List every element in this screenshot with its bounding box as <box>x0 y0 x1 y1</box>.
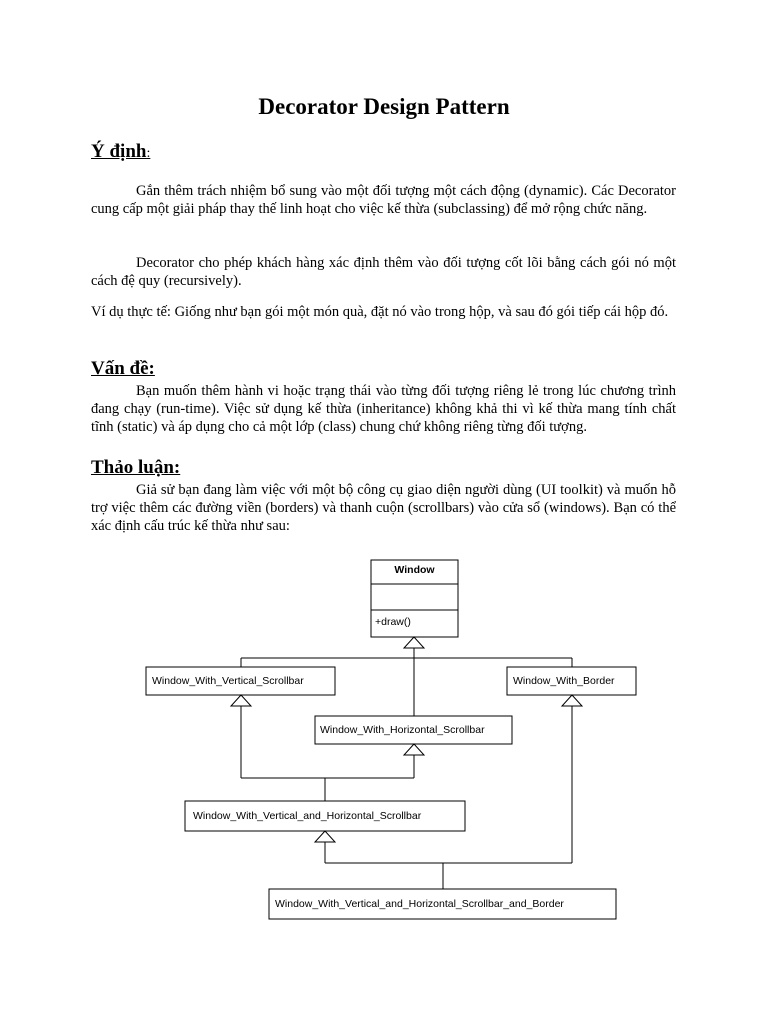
page-title: Decorator Design Pattern <box>258 94 510 119</box>
inheritance-arrow <box>404 637 424 648</box>
paragraph: Decorator cho phép khách hàng xác định thêm vào đối tượng cốt lõi bằng cách gói nó một cách đệ quy (recursively). <box>91 255 676 289</box>
class-name-vert-horiz-border: Window_With_Vertical_and_Horizontal_Scrollbar_and_Border <box>275 898 564 910</box>
class-name-border: Window_With_Border <box>513 675 615 687</box>
class-name-horizontal: Window_With_Horizontal_Scrollbar <box>320 724 485 736</box>
inheritance-arrow <box>562 695 582 706</box>
inheritance-arrow <box>315 831 335 842</box>
inheritance-arrow <box>231 695 251 706</box>
inheritance-arrow <box>404 744 424 755</box>
paragraph: Ví dụ thực tế: Giống như bạn gói một món quà, đặt nó vào trong hộp, và sau đó gói tiếp cái hộp đó. <box>91 304 669 320</box>
heading-text: Ý định <box>91 141 147 162</box>
paragraph: Bạn muốn thêm hành vi hoặc trạng thái vào từng đối tượng riêng lẻ trong lúc chương trình đang chạy (run-time). Việc sử dụng kế thừa (inheritance) không khả thi vì kế thừa mang tính chất tĩnh (static) và áp dụng cho cả một lớp (class) chung chứ không riêng từng đối tượng. <box>91 383 676 435</box>
class-name-vertical: Window_With_Vertical_Scrollbar <box>152 675 304 687</box>
section-heading-discussion: Thảo luận: <box>91 457 181 478</box>
paragraph: Gắn thêm trách nhiệm bổ sung vào một đối tượng một cách động (dynamic). Các Decorator cung cấp một giải pháp thay thế linh hoạt cho việc kế thừa (subclassing) để mở rộng chức năng. <box>91 183 676 217</box>
paragraph: Giả sử bạn đang làm việc với một bộ công cụ giao diện người dùng (UI toolkit) và muốn hỗ trợ việc thêm các đường viền (borders) và thanh cuộn (scrollbars) vào cửa sổ (windows). Bạn có thể xác định cấu trúc kế thừa như sau: <box>91 482 676 534</box>
class-name-vert-horiz: Window_With_Vertical_and_Horizontal_Scrollbar <box>193 810 422 822</box>
heading-colon: : <box>146 146 151 161</box>
section-heading-problem: Vấn đề: <box>91 358 155 379</box>
class-name-window: Window <box>394 564 435 576</box>
class-method: +draw() <box>375 616 411 628</box>
